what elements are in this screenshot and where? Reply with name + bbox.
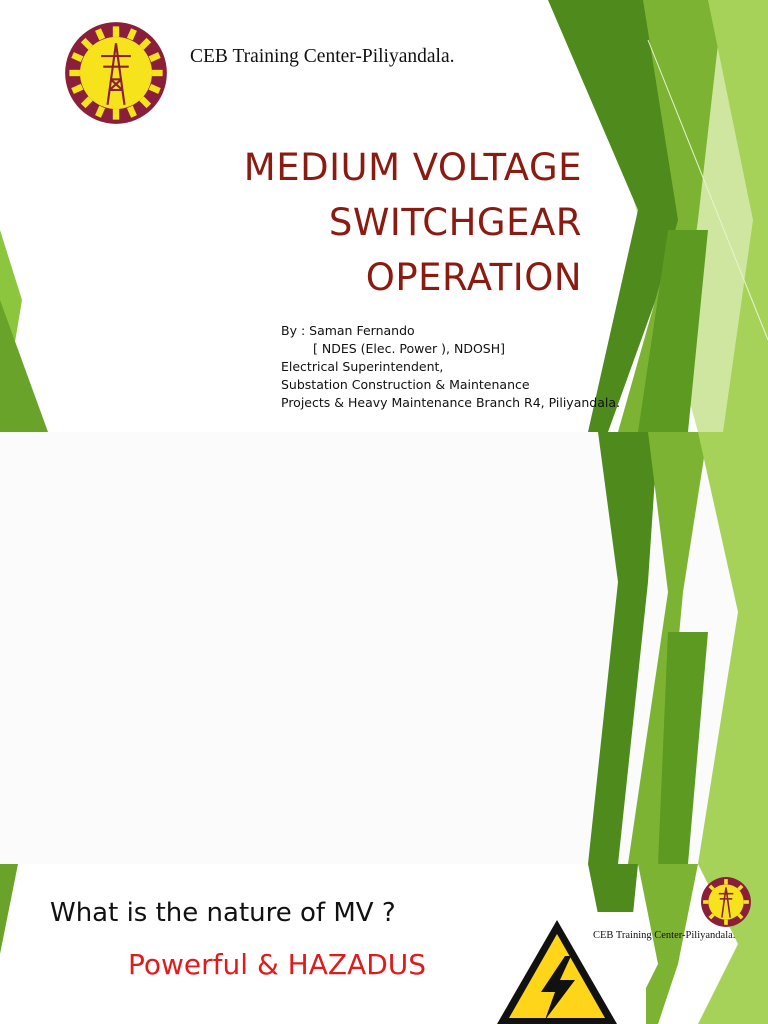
title-line-2: SWITCHGEAR <box>328 201 582 244</box>
nature-slide <box>0 864 768 1024</box>
answer-text: Powerful & HAZADUS <box>128 948 427 981</box>
definition-slide <box>0 432 768 864</box>
author-branch: Projects & Heavy Maintenance Branch R4, Piliyandala. <box>281 395 620 410</box>
right-green-decoration <box>588 432 768 864</box>
author-credentials: [ NDES (Elec. Power ), NDOSH] <box>313 341 506 356</box>
left-green-decoration <box>0 0 60 432</box>
author-line: By : Saman Fernando <box>281 323 415 338</box>
title-line-3: OPERATION <box>365 256 582 299</box>
title-line-1: MEDIUM VOLTAGE <box>243 146 582 189</box>
left-green-decoration <box>0 864 30 1024</box>
author-department: Substation Construction & Maintenance <box>281 377 530 392</box>
ceb-logo <box>700 876 752 928</box>
ceb-logo <box>63 20 169 126</box>
author-position: Electrical Superintendent, <box>281 359 444 374</box>
org-caption: CEB Training Center-Piliyandala. <box>593 930 736 941</box>
org-name: CEB Training Center-Piliyandala. <box>190 46 455 67</box>
title-slide <box>0 0 768 432</box>
question-heading: What is the nature of MV ? <box>50 898 396 928</box>
